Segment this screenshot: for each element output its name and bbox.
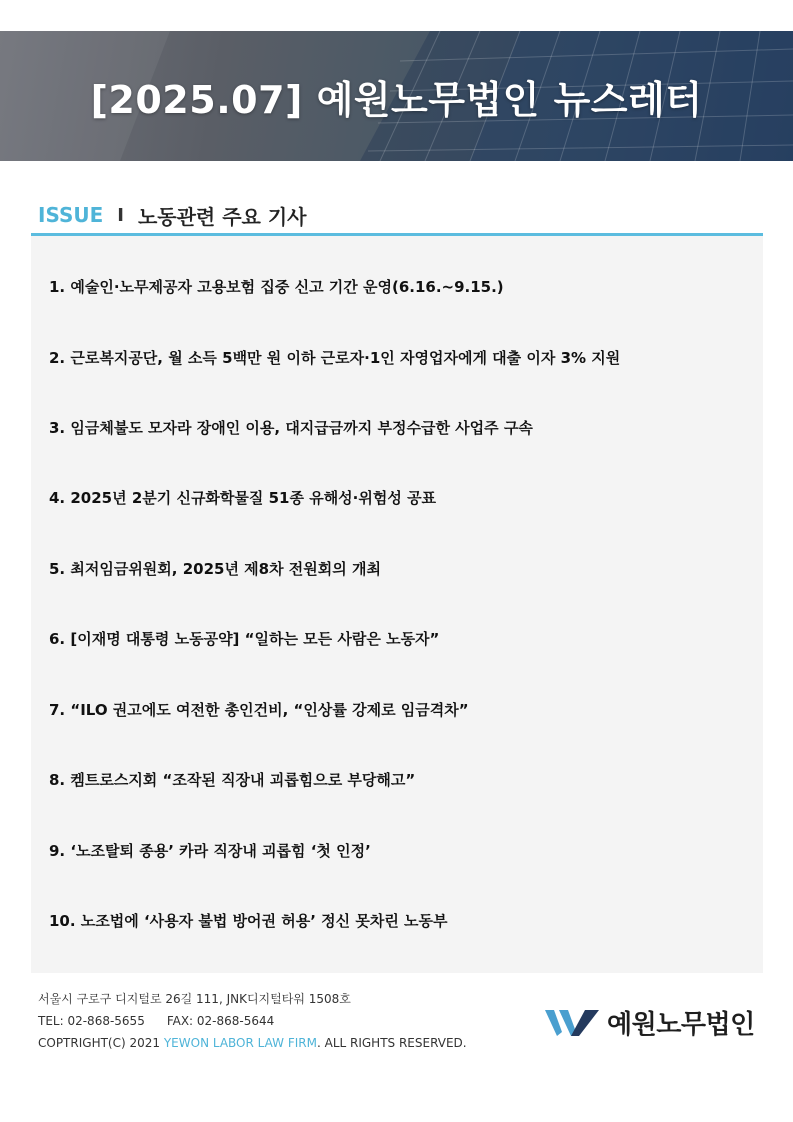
firm-name: YEWON LABOR LAW FIRM xyxy=(163,1036,317,1050)
article-list xyxy=(31,236,763,973)
article-item[interactable]: 10. 노조법에 ‘사용자 불법 방어권 허용’ 정신 못차린 노동부 xyxy=(49,912,448,930)
article-item[interactable]: 2. 근로복지공단, 월 소득 5백만 원 이하 근로자·1인 자영업자에게 대출 이자 3% 지원 xyxy=(49,349,621,367)
footer-fax: FAX: 02-868-5644 xyxy=(166,1014,275,1028)
newsletter-title: [2025.07] 예원노무법인 뉴스레터 xyxy=(90,77,703,122)
article-item[interactable]: 7. “ILO 권고에도 여전한 총인건비, “인상률 강제로 임금격차” xyxy=(49,701,469,719)
copyright-prefix: COPTRIGHT(C) 2021 xyxy=(38,1036,164,1050)
article-item[interactable]: 5. 최저임금위원회, 2025년 제8차 전원회의 개최 xyxy=(49,560,381,578)
issue-separator: I xyxy=(117,204,124,226)
footer-tel: TEL: 02-868-5655 xyxy=(38,1014,145,1028)
article-item[interactable]: 6. [이재명 대통령 노동공약] “일하는 모든 사람은 노동자” xyxy=(49,630,440,648)
footer-contact xyxy=(38,1010,467,1032)
header-banner xyxy=(0,31,793,161)
yw-logo-icon xyxy=(545,1006,601,1040)
article-item[interactable]: 1. 예술인·노무제공자 고용보험 집중 신고 기간 운영(6.16.~9.15.) xyxy=(49,278,504,296)
article-item[interactable]: 9. ‘노조탈퇴 종용’ 카라 직장내 괴롭힘 ‘첫 인정’ xyxy=(49,842,371,860)
footer xyxy=(38,988,467,1054)
issue-tag: ISSUE xyxy=(38,203,104,227)
logo-text: 예원노무법인 xyxy=(607,1010,755,1040)
issue-heading xyxy=(38,200,306,230)
firm-logo xyxy=(545,1004,755,1041)
article-item[interactable]: 8. 켐트로스지회 “조작된 직장내 괴롭힘으로 부당해고” xyxy=(49,771,416,789)
footer-copyright xyxy=(38,1032,467,1054)
copyright-suffix: . ALL RIGHTS RESERVED. xyxy=(316,1036,467,1050)
issue-title: 노동관련 주요 기사 xyxy=(137,204,307,229)
article-item[interactable]: 3. 임금체불도 모자라 장애인 이용, 대지급금까지 부정수급한 사업주 구속 xyxy=(49,419,533,437)
footer-address: 서울시 구로구 디지털로 26길 111, JNK디지털타워 1508호 xyxy=(38,992,351,1006)
article-item[interactable]: 4. 2025년 2분기 신규화학물질 51종 유해성·위험성 공표 xyxy=(49,489,437,507)
